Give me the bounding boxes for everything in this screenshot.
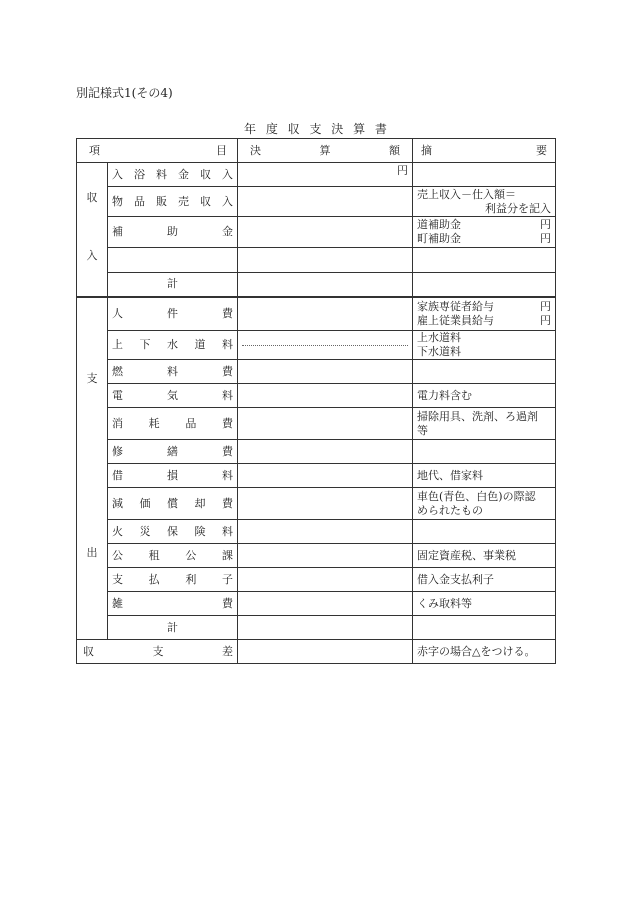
text-char: 入	[112, 167, 123, 181]
item-cell	[108, 163, 238, 187]
memo-cell: 地代、借家料	[413, 464, 556, 488]
header-memo	[413, 139, 556, 163]
memo-cell: くみ取料等	[413, 592, 556, 616]
text-char: 費	[222, 306, 233, 320]
settlement-table	[76, 138, 556, 664]
document-title: 年 度 収 支 決 算 書	[244, 122, 387, 136]
expense-label	[77, 297, 108, 640]
text-char: 収	[200, 167, 211, 181]
text-char: 利	[185, 572, 197, 586]
item-cell	[108, 488, 238, 520]
memo-cell	[413, 520, 556, 544]
table-row	[77, 187, 556, 217]
header-item	[77, 139, 238, 163]
amount-cell[interactable]	[238, 297, 413, 331]
text-char: 電	[112, 388, 123, 402]
memo-cell	[413, 273, 556, 297]
amount-cell[interactable]	[238, 640, 413, 664]
header-memo-char: 摘	[421, 143, 432, 157]
header-item-right: 目	[216, 143, 227, 157]
memo-cell	[413, 248, 556, 273]
text-char: 価	[139, 496, 151, 510]
table-row	[77, 248, 556, 273]
text-char: 品	[134, 194, 145, 208]
memo-cell	[413, 217, 556, 248]
memo-cell: 固定資産税、事業税	[413, 544, 556, 568]
text-char: 件	[167, 306, 178, 320]
text-char: 町補助金	[417, 232, 461, 245]
table-header-row	[77, 139, 556, 163]
table-row	[77, 217, 556, 248]
memo-line: 掃除用具、洗剤、ろ過剤	[417, 409, 538, 423]
income-label-bottom: 入	[86, 249, 98, 262]
text-char: 円	[540, 218, 551, 231]
text-char: 浴	[134, 167, 145, 181]
header-amount-char: 算	[319, 143, 331, 157]
text-char: 災	[139, 524, 151, 538]
text-char: 費	[222, 364, 233, 378]
text-char: 料	[222, 468, 233, 482]
header-amount-char: 額	[389, 143, 400, 157]
memo-cell	[413, 297, 556, 331]
item-cell	[108, 297, 238, 331]
text-char: 品	[185, 416, 197, 430]
text-char: 火	[112, 524, 123, 538]
text-char: 金	[178, 167, 189, 181]
table-row	[77, 163, 556, 187]
table-row	[77, 297, 556, 331]
text-char: 収	[200, 194, 211, 208]
memo-line: 車色(青色、白色)の際認	[417, 489, 536, 503]
text-char: 売	[178, 194, 189, 208]
memo-cell	[413, 331, 556, 360]
text-char: 借	[112, 468, 123, 482]
amount-cell[interactable]	[238, 187, 413, 217]
memo-line: 売上収入－仕入額＝	[417, 187, 516, 201]
amount-cell[interactable]	[238, 217, 413, 248]
memo-cell: 借入金支払利子	[413, 568, 556, 592]
text-char: 償	[167, 496, 178, 510]
text-char: 費	[222, 496, 233, 510]
text-char: 気	[167, 388, 178, 402]
amount-cell[interactable]	[238, 488, 413, 520]
text-char: 支	[152, 644, 164, 658]
text-char: 人	[112, 306, 123, 320]
table-row	[77, 520, 556, 544]
amount-cell[interactable]	[238, 568, 413, 592]
text-char: 料	[222, 338, 233, 351]
memo-cell	[413, 616, 556, 640]
text-char: 助	[167, 225, 178, 238]
amount-cell[interactable]	[238, 616, 413, 640]
text-char: 公	[185, 548, 197, 562]
item-cell	[108, 568, 238, 592]
table-row	[77, 544, 556, 568]
income-total-label: 計	[108, 273, 238, 297]
text-char: 料	[167, 364, 178, 378]
text-char: 物	[112, 194, 123, 208]
balance-label	[77, 640, 238, 664]
table-row	[77, 360, 556, 384]
expense-total-row	[77, 616, 556, 640]
text-char: 修	[112, 444, 123, 458]
item-cell	[108, 592, 238, 616]
text-char: 料	[156, 167, 167, 181]
amount-cell[interactable]	[238, 248, 413, 273]
item-cell	[108, 217, 238, 248]
text-char: 費	[221, 416, 233, 430]
item-cell	[108, 331, 238, 360]
expense-label-top: 支	[86, 371, 98, 385]
text-char: 保	[167, 524, 178, 538]
yen-unit: 円	[397, 164, 408, 177]
item-cell	[108, 544, 238, 568]
text-char: 公	[112, 548, 123, 562]
text-char: 水	[167, 338, 178, 351]
text-char: 費	[222, 444, 233, 458]
text-char: 上	[112, 338, 123, 351]
memo-cell	[413, 163, 556, 187]
text-char: 繕	[167, 444, 178, 458]
memo-cell	[413, 488, 556, 520]
text-char: 耗	[148, 416, 160, 430]
table-row	[77, 408, 556, 440]
text-char: 課	[221, 548, 233, 562]
expense-total-label: 計	[108, 616, 238, 640]
income-label	[77, 163, 108, 297]
form-number: 別記様式1(その4)	[76, 86, 173, 100]
table-row	[77, 464, 556, 488]
text-char: 道補助金	[417, 218, 461, 231]
expense-label-bottom: 出	[86, 545, 98, 559]
table-row	[77, 384, 556, 408]
header-amount	[238, 139, 413, 163]
amount-cell[interactable]	[238, 544, 413, 568]
text-char: 円	[540, 232, 551, 245]
text-char: 消	[112, 416, 123, 430]
memo-cell	[413, 360, 556, 384]
memo-cell: 赤字の場合△をつける。	[413, 640, 556, 664]
item-cell	[108, 440, 238, 464]
text-char: 子	[221, 572, 233, 586]
text-char: 損	[167, 468, 178, 482]
text-char: 収	[83, 644, 94, 658]
text-char: 販	[156, 194, 167, 208]
item-cell	[108, 464, 238, 488]
text-char: 入	[222, 194, 233, 208]
text-char: 円	[540, 313, 551, 327]
item-cell	[108, 384, 238, 408]
text-char: 雑	[112, 596, 123, 610]
amount-cell[interactable]	[238, 273, 413, 297]
text-char: 租	[148, 548, 160, 562]
item-cell	[108, 248, 238, 273]
text-char: 減	[112, 496, 123, 510]
header-amount-char: 決	[250, 143, 261, 157]
balance-row	[77, 640, 556, 664]
amount-cell[interactable]	[238, 163, 413, 187]
item-cell	[108, 520, 238, 544]
memo-line: められたもの	[417, 503, 483, 517]
amount-cell[interactable]	[238, 408, 413, 440]
amount-cell[interactable]	[238, 464, 413, 488]
text-char: 円	[540, 299, 551, 313]
text-char: 払	[148, 572, 160, 586]
income-total-row	[77, 273, 556, 297]
table-row	[77, 592, 556, 616]
text-char: 料	[222, 524, 233, 538]
text-char: 補	[112, 225, 123, 238]
table-row	[77, 488, 556, 520]
memo-line: 等	[417, 423, 428, 437]
table-row	[77, 568, 556, 592]
item-cell	[108, 360, 238, 384]
text-char: 料	[222, 388, 233, 402]
memo-cell	[413, 187, 556, 217]
amount-cell[interactable]	[238, 520, 413, 544]
text-char: 下	[139, 338, 151, 351]
text-char: 費	[222, 596, 233, 610]
item-cell	[108, 187, 238, 217]
text-char: 支	[112, 572, 123, 586]
memo-line: 利益分を記入	[485, 201, 551, 215]
amount-cell[interactable]	[238, 592, 413, 616]
memo-line: 下水道料	[417, 345, 461, 358]
text-char: 雇上従業員給与	[417, 313, 494, 327]
memo-cell	[413, 408, 556, 440]
amount-cell[interactable]	[238, 384, 413, 408]
header-item-left: 項	[89, 143, 100, 157]
amount-cell[interactable]	[238, 331, 413, 360]
text-char: 入	[222, 167, 233, 181]
item-cell	[108, 408, 238, 440]
amount-cell[interactable]	[238, 360, 413, 384]
text-char: 金	[222, 225, 233, 238]
header-memo-char: 要	[536, 143, 547, 157]
text-char: 差	[222, 644, 233, 658]
text-char: 険	[194, 524, 206, 538]
table-row	[77, 331, 556, 360]
memo-line: 上水道料	[417, 331, 461, 344]
text-char: 却	[194, 496, 206, 510]
amount-cell[interactable]	[238, 440, 413, 464]
income-label-top: 収	[86, 191, 98, 204]
memo-cell	[413, 440, 556, 464]
text-char: 燃	[112, 364, 123, 378]
memo-cell: 電力料含む	[413, 384, 556, 408]
text-char: 家族専従者給与	[417, 299, 494, 313]
text-char: 道	[194, 338, 206, 351]
dotted-separator	[242, 345, 408, 346]
table-row	[77, 440, 556, 464]
